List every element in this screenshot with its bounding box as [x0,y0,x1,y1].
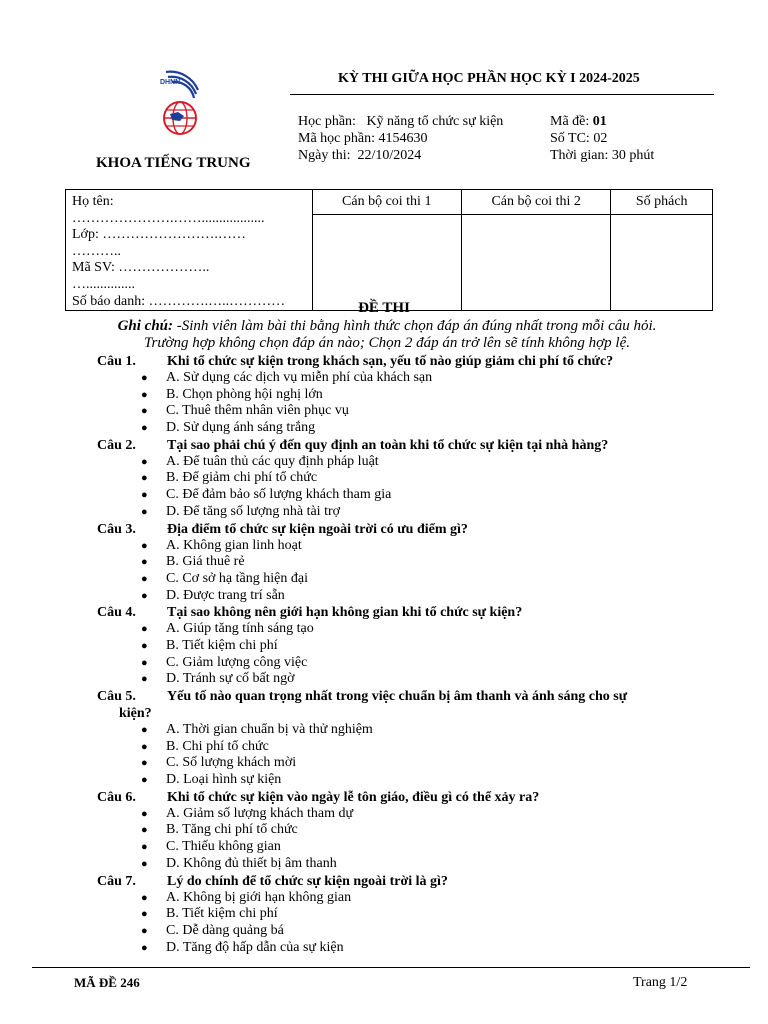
option-d: ● D. Để tăng số lượng nhà tài trợ [141,503,341,519]
question-5: Câu 5. Yếu tố nào quan trọng nhất trong việc chuẩn bị âm thanh và ánh sáng cho sự kiện? ● A. Thời gian chuẩn bị và thử nghiệm ● B. Chi phí tổ chức ● C. Số lượng khách mời ● D. Loại hình sự kiện [0,688,768,789]
course-info-left [298,113,503,164]
option-a: ● A. Thời gian chuẩn bị và thử nghiệm [141,722,373,737]
signature-table [65,189,713,311]
logo-text: DHNN [160,79,181,86]
exam-heading: ĐỀ THI [358,300,410,316]
option-c: ● C. Dễ dàng quảng bá [141,922,284,938]
option-a: ● A. Không gian linh hoạt [141,537,302,553]
option-c: ● C. Để đảm bảo số lượng khách tham gia [141,487,392,503]
question-7: Câu 7. Lý do chính để tổ chức sự kiện ngoài trời là gì? ● A. Không bị giới hạn không gian ● B. Tiết kiệm chi phí ● C. Dễ dàng quảng bá ● D. Tăng độ hấp dẫn của sự kiện [0,873,768,957]
option-a: ● A. Không bị giới hạn không gian [141,889,352,905]
option-d: ● D. Không đủ thiết bị âm thanh [141,855,337,871]
option-c: ● C. Thuê thêm nhân viên phục vụ [141,403,349,419]
title-divider [290,94,714,95]
duration-row: Thời gian: 30 phút [550,148,655,163]
option-c: ● C. Số lượng khách mời [141,755,297,771]
option-d: ● D. Được trang trí sẵn [141,587,285,603]
proctor-1-signature-cell [312,215,461,311]
date-row: Ngày thi: 22/10/2024 [298,148,422,163]
option-a: ● A. Giảm số lượng khách tham dự [141,805,354,821]
course-row: Học phần: Kỹ năng tổ chức sự kiện [298,114,504,129]
candidate-id-line-cont: ….............. [72,276,135,292]
proctor-1-header: Cán bộ coi thi 1 [312,190,461,215]
option-b: ● B. Chọn phòng hội nghị lớn [141,386,323,402]
option-d: ● D. Sử dụng ánh sáng trắng [141,420,316,436]
note-line-1: -Sinh viên làm bài thi bằng hình thức chọn đáp án đúng nhất trong mỗi câu hỏi. [173,318,657,334]
footer-page-number: Trang 1/2 [633,975,688,990]
candidate-class-line: Lớp: …………………….…… [72,227,246,243]
option-b: ● B. Để giảm chi phí tổ chức [141,470,318,486]
option-a: ● A. Giúp tăng tính sáng tạo [141,621,314,637]
option-b: ● B. Tăng chi phí tổ chức [141,822,298,838]
footer-divider [32,967,750,968]
option-c: ● C. Giảm lượng công việc [141,654,308,670]
candidate-number-line: Số báo danh: ………….…..………… [72,293,286,309]
serial-number-header: Số phách [611,190,713,215]
exam-title: KỲ THI GIỮA HỌC PHẦN HỌC KỲ I 2024-2025 [338,71,640,86]
university-logo [158,68,206,138]
option-b: ● B. Tiết kiệm chi phí [141,906,278,922]
option-b: ● B. Chi phí tổ chức [141,738,269,754]
note-line-2: Trường hợp không chọn đáp án nào; Chọn 2 đáp án trở lên sẽ tính không hợp lệ. [143,335,630,351]
question-4: Câu 4. Tại sao không nên giới hạn không gian khi tổ chức sự kiện? ● A. Giúp tăng tính sáng tạo ● B. Tiết kiệm chi phí ● C. Giảm lượng công việc ● D. Tránh sự cố bất ngờ [0,604,768,688]
proctor-2-header: Cán bộ coi thi 2 [461,190,610,215]
option-d: ● D. Tăng độ hấp dẫn của sự kiện [141,939,344,955]
question-3: Câu 3. Địa điểm tổ chức sự kiện ngoài trời có ưu điểm gì? ● A. Không gian linh hoạt ● B. Giá thuê rẻ ● C. Cơ sở hạ tầng hiện đại ● D. Được trang trí sẵn [0,521,768,605]
faculty-name: KHOA TIẾNG TRUNG [96,155,251,171]
question-5-text-cont: kiện? [119,706,152,721]
option-a: ● A. Sử dụng các dịch vụ miễn phí của khách sạn [141,370,433,385]
candidate-class-line-cont: ……….. [72,243,121,259]
footer-exam-code: MÃ ĐỀ 246 [74,975,140,990]
candidate-id-line: Mã SV: ……………….. [72,260,210,276]
serial-number-cell [611,215,713,311]
note-label: Ghi chú: [117,318,173,334]
question-2: Câu 2. Tại sao phải chú ý đến quy định an toàn khi tổ chức sự kiện tại nhà hàng? ● A. Để tuân thủ các quy định pháp luật ● B. Để giảm chi phí tổ chức ● C. Để đảm bảo số lượng khách tham gia ● D. Để tăng số lượng nhà tài trợ [0,437,768,521]
credits-row: Số TC: 02 [550,131,608,146]
question-1: Câu 1. Khi tổ chức sự kiện trong khách sạn, yếu tố nào giúp giảm chi phí tổ chức? ● A. Sử dụng các dịch vụ miễn phí của khách sạn ● B. Chọn phòng hội nghị lớn ● C. Thuê thêm nhân viên phục vụ ● D. Sử dụng ánh sáng trắng [0,353,768,437]
option-b: ● B. Tiết kiệm chi phí [141,637,278,653]
candidate-name-line: Họ tên: ………………….…….................. [72,194,265,226]
option-b: ● B. Giá thuê rẻ [141,554,245,570]
candidate-info-cell [66,190,313,311]
question-6: Câu 6. Khi tổ chức sự kiện vào ngày lễ tôn giáo, điều gì có thể xảy ra? ● A. Giảm số lượng khách tham dự ● B. Tăng chi phí tổ chức ● C. Thiếu không gian ● D. Không đủ thiết bị âm thanh [0,789,768,873]
exam-note [0,318,768,352]
proctor-2-signature-cell [461,215,610,311]
option-c: ● C. Cơ sở hạ tầng hiện đại [141,570,308,586]
option-d: ● D. Loại hình sự kiện [141,772,282,788]
option-c: ● C. Thiếu không gian [141,839,281,855]
course-info-right [550,113,654,164]
course-code-row: Mã học phần: 4154630 [298,131,428,146]
exam-code-row: Mã đề: 01 [550,114,607,129]
option-a: ● A. Để tuân thủ các quy định pháp luật [141,453,379,469]
question-list [0,353,768,956]
option-d: ● D. Tránh sự cố bất ngờ [141,671,295,687]
